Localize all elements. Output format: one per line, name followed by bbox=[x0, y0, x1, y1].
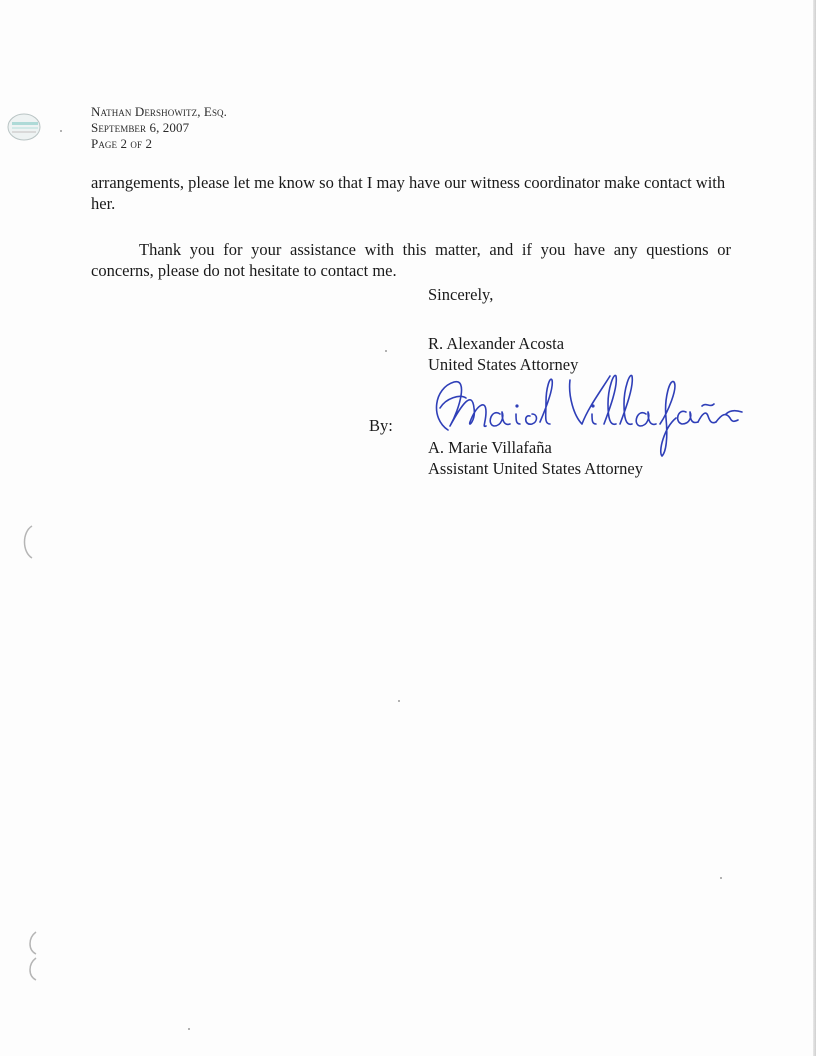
header-recipient: Nathan Dershowitz, Esq. bbox=[91, 104, 228, 119]
header-date: September 6, 2007 bbox=[91, 120, 190, 135]
closing-salutation: Sincerely, bbox=[428, 285, 494, 304]
signer-title: United States Attorney bbox=[428, 355, 579, 374]
body-paragraph-2: Thank you for your assistance with this matter, and if you have any questions or concerns, please do not hesitate to contact me. bbox=[91, 240, 731, 280]
scan-speck bbox=[398, 700, 400, 702]
agent-name: A. Marie Villafaña bbox=[428, 438, 552, 457]
signer-name: R. Alexander Acosta bbox=[428, 334, 565, 353]
binder-hole-mark bbox=[22, 930, 42, 982]
page-header bbox=[91, 104, 227, 152]
scan-speck bbox=[385, 350, 387, 352]
agent-title: Assistant United States Attorney bbox=[428, 459, 643, 478]
scan-speck bbox=[720, 877, 722, 879]
by-label: By: bbox=[369, 416, 393, 435]
scan-speck bbox=[60, 130, 62, 132]
binder-hole-mark bbox=[18, 524, 38, 560]
header-page-number: Page 2 of 2 bbox=[91, 136, 153, 151]
body-paragraph-1: arrangements, please let me know so that I may have our witness coordinator make contact with her. bbox=[91, 173, 726, 213]
scan-speck bbox=[188, 1028, 190, 1030]
paper-clip-icon bbox=[4, 108, 42, 146]
